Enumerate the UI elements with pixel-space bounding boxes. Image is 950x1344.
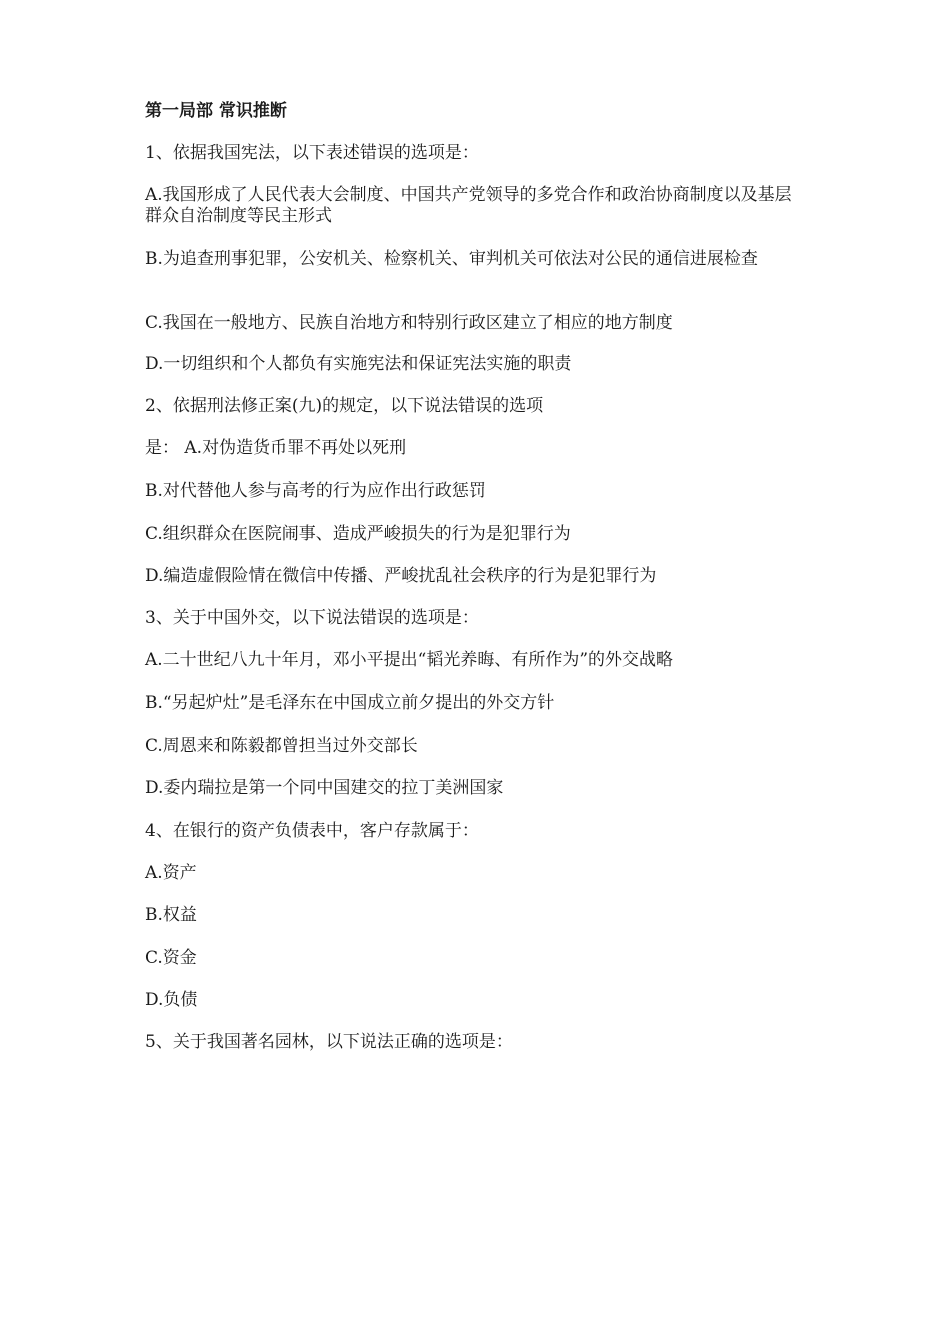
question-2-option-a: 是： A.对伪造货币罪不再处以死刑: [145, 438, 407, 458]
question-2-option-b: B.对代替他人参与高考的行为应作出行政惩罚: [145, 481, 486, 501]
question-4-stem: 4、在银行的资产负债表中，客户存款属于：: [145, 821, 479, 841]
question-2-option-c: C.组织群众在医院闹事、造成严峻损失的行为是犯罪行为: [145, 524, 571, 544]
question-3-option-b: B.“另起炉灶”是毛泽东在中国成立前夕提出的外交方针: [145, 693, 555, 713]
question-4-option-c: C.资金: [145, 948, 197, 968]
question-4-option-b: B.权益: [145, 905, 197, 925]
question-3-option-a: A.二十世纪八九十年月，邓小平提出“韬光养晦、有所作为”的外交战略: [145, 650, 674, 670]
section-title: 第一局部 常识推断: [145, 101, 287, 121]
question-3-option-d: D.委内瑞拉是第一个同中国建交的拉丁美洲国家: [145, 778, 504, 798]
question-4-option-a: A.资产: [145, 863, 197, 883]
question-1-option-a: A.我国形成了人民代表大会制度、中国共产党领导的多党合作和政治协商制度以及基层群众自治制度等民主形式: [145, 185, 792, 226]
question-3-option-c: C.周恩来和陈毅都曾担当过外交部长: [145, 736, 418, 756]
question-2-stem: 2、依据刑法修正案(九)的规定，以下说法错误的选项: [145, 396, 544, 416]
question-2-option-d: D.编造虚假险情在微信中传播、严峻扰乱社会秩序的行为是犯罪行为: [145, 566, 657, 586]
question-4-option-d: D.负债: [145, 990, 198, 1010]
question-1-stem: 1、依据我国宪法，以下表述错误的选项是：: [145, 143, 479, 163]
question-1-option-d: D.一切组织和个人都负有实施宪法和保证宪法实施的职责: [145, 354, 572, 374]
question-3-stem: 3、关于中国外交，以下说法错误的选项是：: [145, 608, 479, 628]
question-1-option-c: C.我国在一般地方、民族自治地方和特别行政区建立了相应的地方制度: [145, 313, 673, 333]
question-5-stem: 5、关于我国著名园林，以下说法正确的选项是：: [145, 1032, 513, 1052]
question-1-option-b: B.为追查刑事犯罪，公安机关、检察机关、审判机关可依法对公民的通信进展检查: [145, 249, 758, 269]
